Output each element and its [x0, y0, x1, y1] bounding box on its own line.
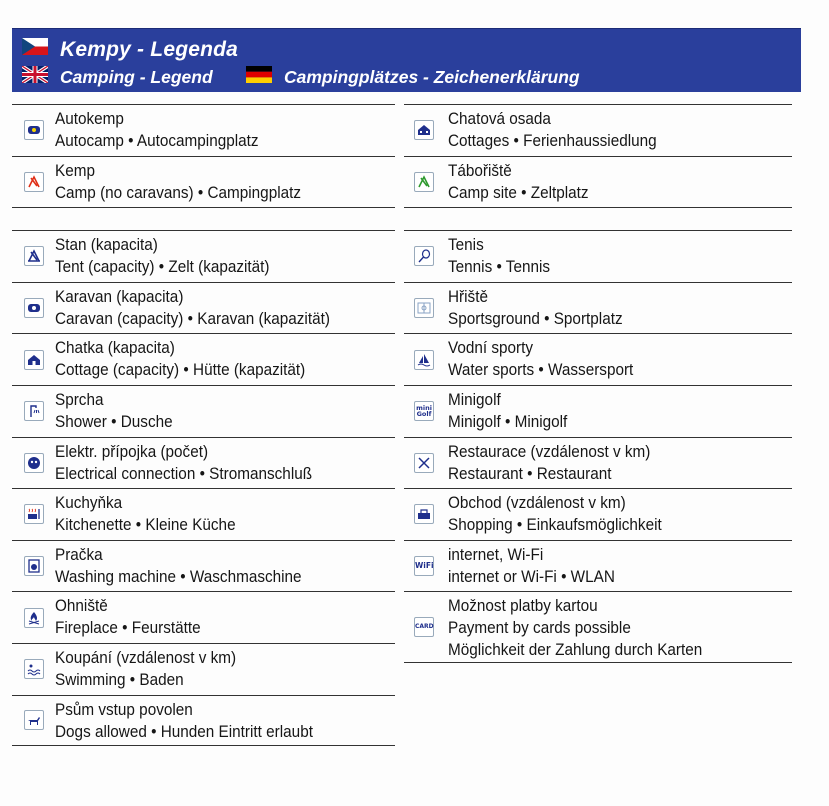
legend-label-cz: internet, Wi-Fi [448, 544, 544, 564]
washing-machine-icon [24, 556, 44, 576]
legend-header [12, 28, 801, 92]
legend-row [404, 156, 792, 208]
wifi-icon [414, 556, 434, 576]
legend-label-cz: Možnost platby kartou [448, 596, 598, 616]
legend-row [12, 230, 395, 282]
legend-label-en-de: Kitchenette • Kleine Küche [55, 515, 236, 535]
legend-row [404, 104, 792, 156]
camp-site-icon [414, 172, 434, 192]
legend-row [12, 282, 395, 334]
electric-plug-icon [24, 453, 44, 473]
caravan-site-icon [24, 120, 44, 140]
legend-label-cz: Autokemp [55, 109, 124, 128]
legend-label-cz: Elektr. přípojka (počet) [55, 441, 209, 461]
legend-label-en-de: Tennis • Tennis [448, 257, 551, 277]
legend-label-en-de: Tent (capacity) • Zelt (kapazität) [55, 257, 270, 277]
legend-row [12, 437, 395, 489]
legend-label-cz: Tábořiště [448, 160, 512, 180]
cottages-settlement-icon [414, 120, 434, 140]
legend-row [12, 695, 395, 747]
legend-label-cz: Vodní sporty [448, 338, 534, 358]
swimming-icon [24, 659, 44, 679]
legend-label-en-de: Swimming • Baden [55, 669, 184, 689]
legend-label-en-de: Dogs allowed • Hunden Eintritt erlaubt [55, 721, 313, 741]
legend-row [404, 230, 792, 282]
legend-row [12, 540, 395, 592]
restaurant-icon [414, 453, 434, 473]
legend-label-en-de: Cottage (capacity) • Hütte (kapazität) [55, 360, 306, 380]
legend-label-en-de: Camp (no caravans) • Campingplatz [55, 182, 302, 202]
legend-label-cz: Kemp [55, 160, 95, 180]
legend-row [12, 591, 395, 643]
card-payment-icon [414, 617, 434, 637]
legend-label-cz: Koupání (vzdálenost v km) [55, 647, 237, 667]
legend-label-en-de: Camp site • Zeltplatz [448, 182, 589, 202]
card-icon-text: CARD [415, 623, 434, 631]
shopping-icon [414, 504, 434, 524]
legend-label-cz: Psům vstup povolen [55, 699, 193, 719]
legend-label-en-de: Fireplace • Feurstätte [55, 618, 201, 638]
caravan-icon [24, 298, 44, 318]
fireplace-icon [24, 608, 44, 628]
legend-row [12, 643, 395, 695]
legend-label-en: Payment by cards possible [448, 618, 631, 638]
legend-label-cz: Chatová osada [448, 109, 551, 128]
legend-label-en-de: Water sports • Wassersport [448, 360, 634, 380]
shower-icon [24, 401, 44, 421]
legend-label-en-de: Electrical connection • Stromanschluß [55, 463, 313, 483]
legend-label-cz: Kuchyňka [55, 493, 123, 513]
legend-spacer-row [404, 207, 792, 230]
sailboat-icon [414, 350, 434, 370]
legend-row [404, 437, 792, 489]
legend-label-cz: Hřiště [448, 286, 488, 306]
title-english: Camping - Legend [60, 67, 213, 87]
tennis-icon [414, 246, 434, 266]
legend-row [404, 333, 792, 385]
legend-label-en-de: internet or Wi-Fi • WLAN [448, 566, 615, 586]
tent-icon [24, 246, 44, 266]
sportsground-icon [414, 298, 434, 318]
legend-label-cz: Tenis [448, 235, 484, 255]
legend-label-en-de: Caravan (capacity) • Karavan (kapazität) [55, 308, 330, 328]
kitchenette-icon [24, 504, 44, 524]
legend-spacer-row [12, 207, 395, 230]
legend-label-en-de: Autocamp • Autocampingplatz [55, 131, 259, 150]
legend-label-en-de: Restaurant • Restaurant [448, 463, 612, 483]
legend-label-cz: Chatka (kapacita) [55, 338, 175, 358]
legend-row [404, 385, 792, 437]
dog-icon [24, 710, 44, 730]
legend-label-en-de: Shopping • Einkaufsmöglichkeit [448, 515, 662, 535]
legend-column-left [12, 104, 395, 746]
german-flag-icon [246, 66, 272, 83]
legend-label-cz: Ohniště [55, 596, 108, 616]
legend-label-cz: Karavan (kapacita) [55, 286, 184, 306]
legend-row [12, 104, 395, 156]
legend-label-en-de: Shower • Dusche [55, 411, 173, 431]
legend-row [12, 156, 395, 208]
legend-label-cz: Minigolf [448, 389, 501, 409]
legend-label-en-de: Sportsground • Sportplatz [448, 308, 623, 328]
legend-column-right [404, 104, 792, 663]
legend-row [12, 333, 395, 385]
legend-row [404, 488, 792, 540]
legend-row [404, 282, 792, 334]
camp-tent-icon [24, 172, 44, 192]
legend-label-cz: Sprcha [55, 389, 104, 409]
legend-label-de: Möglichkeit der Zahlung durch Karten [448, 640, 703, 660]
legend-row [404, 591, 792, 663]
legend-label-cz: Pračka [55, 544, 103, 564]
legend-row [404, 540, 792, 592]
czech-flag-icon [22, 38, 48, 55]
title-german: Campingplätzes - Zeichenerklärung [284, 67, 580, 87]
legend-label-en-de: Minigolf • Minigolf [448, 411, 568, 431]
legend-label-cz: Restaurace (vzdálenost v km) [448, 441, 651, 461]
legend-label-en-de: Cottages • Ferienhaussiedlung [448, 131, 657, 150]
legend-label-cz: Obchod (vzdálenost v km) [448, 493, 626, 513]
minigolf-icon [414, 401, 434, 421]
cottage-icon [24, 350, 44, 370]
uk-flag-icon [22, 66, 48, 83]
minigolf-icon-text: mini Golf [416, 404, 432, 419]
legend-row [12, 488, 395, 540]
legend-row [12, 385, 395, 437]
legend-label-cz: Stan (kapacita) [55, 235, 158, 255]
title-czech: Kempy - Legenda [60, 38, 239, 61]
legend-label-en-de: Washing machine • Waschmaschine [55, 566, 302, 586]
wifi-icon-text: WiFi [415, 561, 434, 571]
